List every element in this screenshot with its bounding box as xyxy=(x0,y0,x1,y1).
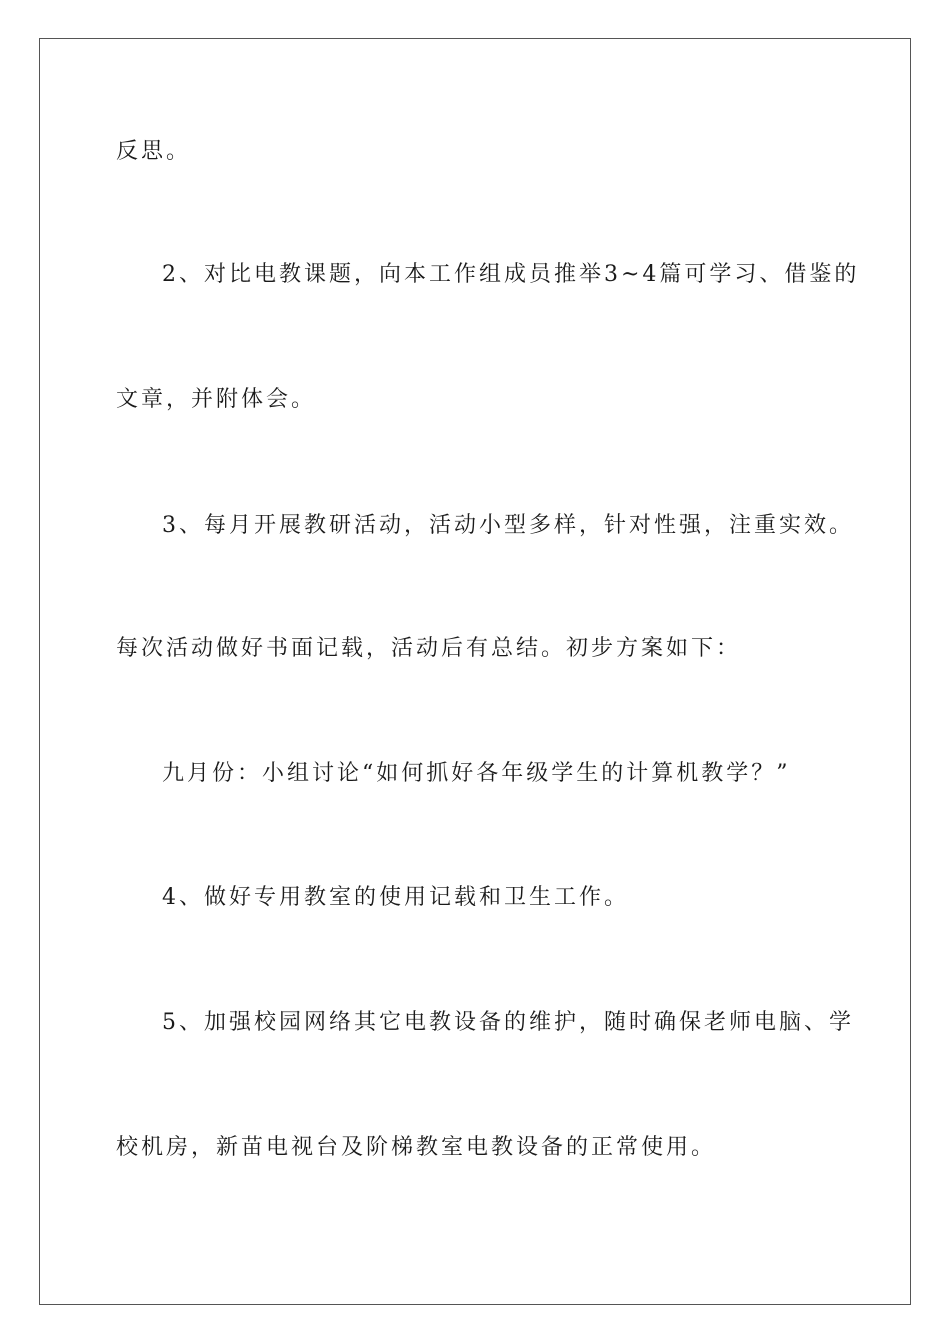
text-line-5: 每次活动做好书面记载，活动后有总结。初步方案如下： xyxy=(116,636,742,661)
text-line-8: 5、加强校园网络其它电教设备的维护，随时确保老师电脑、学 xyxy=(162,1010,854,1035)
text-line-9: 校机房，新苗电视台及阶梯教室电教设备的正常使用。 xyxy=(116,1135,717,1160)
text-line-4: 3、每月开展教研活动，活动小型多样，针对性强，注重实效。 xyxy=(162,513,854,538)
text-line-6: 九月份：小组讨论“如何抓好各年级学生的计算机教学？” xyxy=(162,761,791,786)
text-line-3: 文章，并附体会。 xyxy=(116,387,317,412)
text-line-1: 反思。 xyxy=(116,139,192,164)
page-frame xyxy=(39,38,911,1305)
text-line-2: 2、对比电教课题，向本工作组成员推举3~4篇可学习、借鉴的 xyxy=(162,262,860,287)
text-line-7: 4、做好专用教室的使用记载和卫生工作。 xyxy=(162,885,629,910)
